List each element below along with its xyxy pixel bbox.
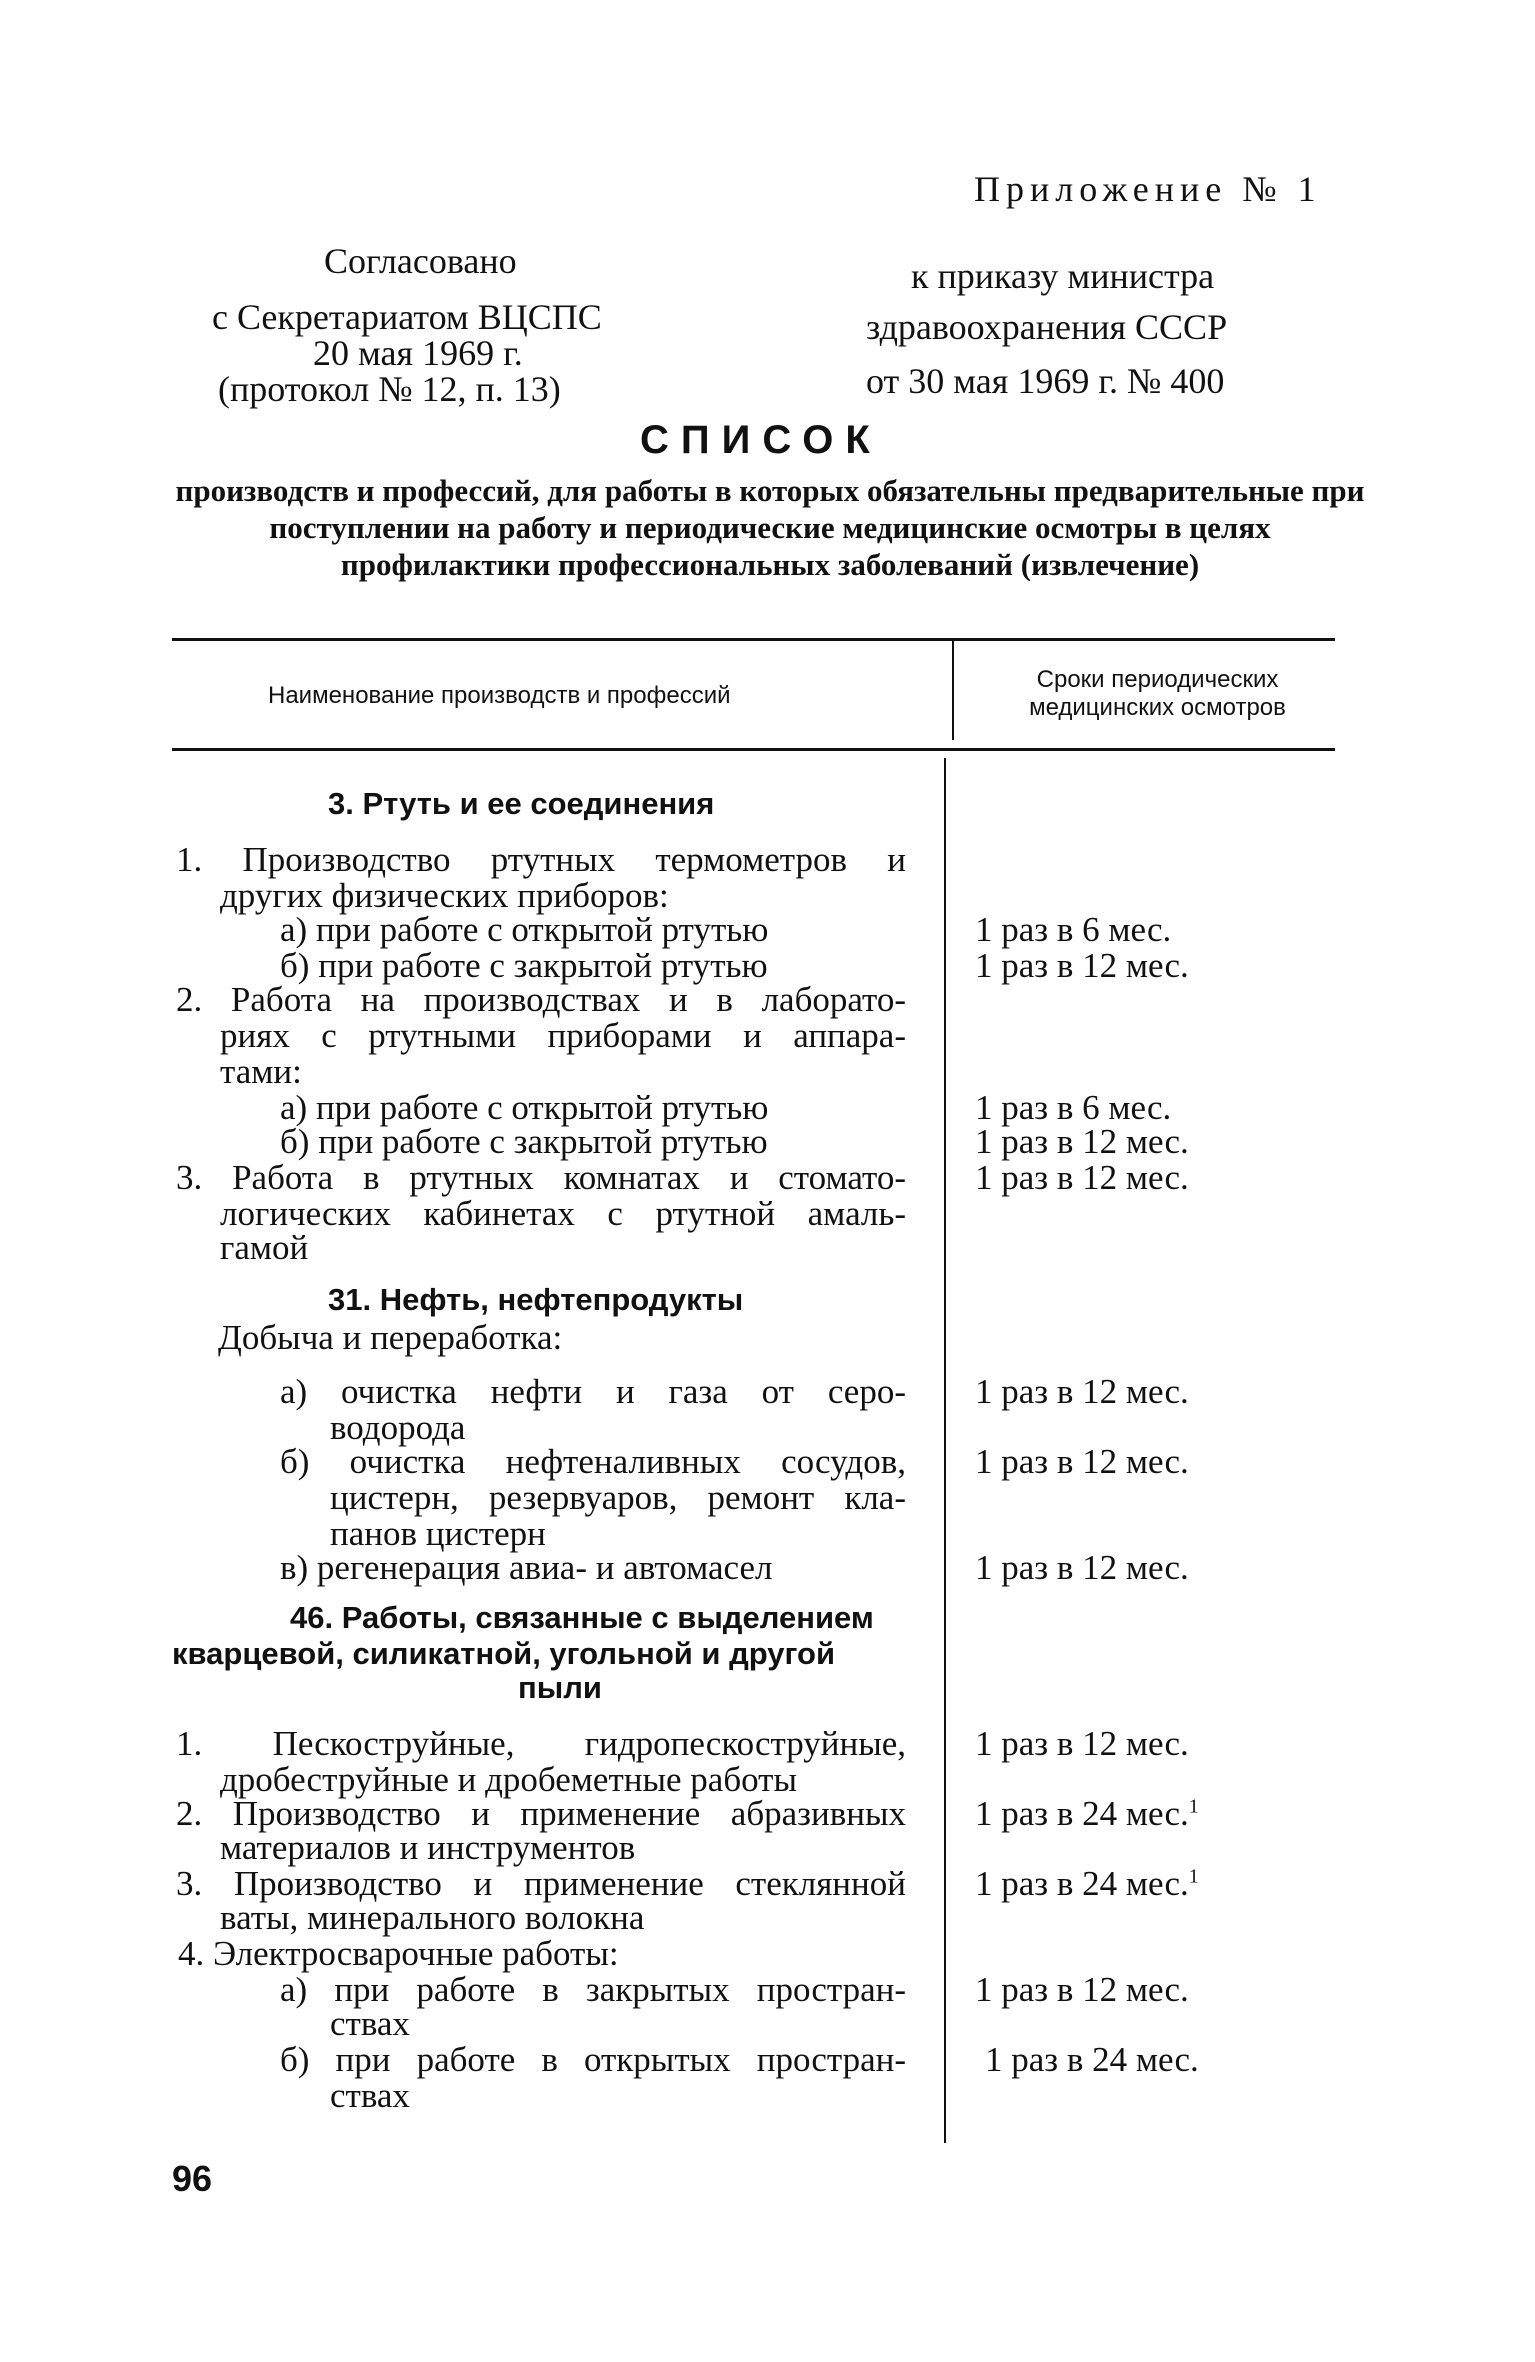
order-line-2: здравоохранения СССР (866, 307, 1228, 347)
list-item: ствах (330, 2004, 410, 2043)
period-value: 1 раз в 6 мес. (975, 1088, 1172, 1127)
section-heading-mercury: 3. Ртуть и ее соединения (328, 786, 715, 821)
list-item: б) при работе с закрытой ртутью (280, 946, 768, 985)
agreed-label: Согласовано (324, 241, 517, 281)
list-item: 1. Пескоструйные, гидропескоструйные, (176, 1724, 906, 1763)
list-item: цистерн, резервуаров, ремонт кла- (330, 1478, 906, 1517)
list-item: б) при работе в открытых простран- (280, 2040, 906, 2079)
section-heading-dust-1: 46. Работы, связанные с выделением (290, 1600, 874, 1635)
list-item: Добыча и переработка: (218, 1318, 563, 1357)
order-line-3: от 30 мая 1969 г. № 400 (866, 361, 1225, 401)
column-header-period-line-2: медицинских осмотров (1029, 694, 1286, 721)
period-value-text: 1 раз в 24 мес. (975, 1794, 1189, 1833)
order-line-1: к приказу министра (911, 256, 1215, 296)
list-item: ваты, минерального волокна (220, 1898, 645, 1937)
period-value: 1 раз в 24 мес. (985, 2040, 1199, 2079)
list-item: 2. Работа на производствах и в лаборато- (176, 980, 906, 1019)
footnote-marker: 1 (1188, 1795, 1199, 1818)
period-value (975, 1864, 1199, 1904)
agreed-protocol: (протокол № 12, п. 13) (218, 369, 561, 409)
list-item: ствах (330, 2076, 410, 2115)
list-item: в) регенерация авиа- и автомасел (280, 1548, 773, 1587)
list-item: б) при работе с закрытой ртутью (280, 1122, 768, 1161)
period-value: 1 раз в 12 мес. (975, 1442, 1189, 1481)
list-item: материалов и инструментов (220, 1828, 636, 1867)
list-item: других физических приборов: (220, 876, 669, 915)
period-value: 1 раз в 12 мес. (975, 1724, 1189, 1763)
list-item: 4. Электросварочные работы: (178, 1934, 619, 1973)
list-item: 1. Производство ртутных термометров и (176, 840, 906, 879)
period-value: 1 раз в 12 мес. (975, 1970, 1189, 2009)
period-value: 1 раз в 12 мес. (975, 946, 1189, 985)
section-heading-oil: 31. Нефть, нефтепродукты (328, 1282, 744, 1317)
table-header-bottom-rule (172, 748, 1335, 751)
list-item: а) при работе в закрытых простран- (280, 1970, 906, 2009)
agreed-with: с Секретариатом ВЦСПС (212, 297, 602, 337)
list-item: 3. Производство и применение стеклянной (176, 1864, 906, 1903)
list-item: риях с ртутными приборами и аппара- (220, 1016, 906, 1055)
list-item: водорода (330, 1408, 466, 1447)
section-heading-dust-3: пыли (518, 1670, 602, 1705)
period-value (975, 1794, 1199, 1834)
appendix-label: Приложение № 1 (974, 169, 1322, 209)
column-header-name: Наименование производств и профессий (268, 682, 731, 709)
list-item: а) при работе с открытой ртутью (280, 910, 769, 949)
list-item: а) при работе с открытой ртутью (280, 1088, 769, 1127)
period-value: 1 раз в 12 мес. (975, 1548, 1189, 1587)
document-title: СПИСОК (640, 418, 882, 462)
footnote-marker: 1 (1188, 1865, 1199, 1888)
list-item: логических кабинетах с ртутной амаль- (220, 1194, 906, 1233)
list-item: б) очистка нефтеналивных сосудов, (280, 1442, 906, 1481)
period-value: 1 раз в 12 мес. (975, 1158, 1189, 1197)
document-subtitle: производств и профессий, для работы в которых обязательны предварительные при поступлении на работу и периодические медицинские осмотры в целях профилактики профессиональных заболеваний (извлечение) (175, 473, 1365, 582)
page-number: 96 (172, 2158, 213, 2199)
column-header-period-line-1: Сроки периодических (1036, 666, 1279, 693)
body-divider (944, 758, 946, 2143)
list-item: гамой (220, 1228, 309, 1267)
column-header-period (985, 666, 1330, 722)
list-item: дробеструйные и дробеметные работы (220, 1760, 797, 1799)
list-item: панов цистерн (330, 1514, 546, 1553)
period-value: 1 раз в 12 мес. (975, 1122, 1189, 1161)
list-item: тами: (220, 1052, 302, 1091)
agreed-date: 20 мая 1969 г. (313, 333, 523, 373)
list-item: 2. Производство и применение абразивных (176, 1794, 906, 1833)
section-heading-dust-2: кварцевой, силикатной, угольной и другой (172, 1636, 836, 1671)
header-divider (952, 640, 954, 740)
table-top-rule (172, 638, 1335, 641)
list-item: 3. Работа в ртутных комнатах и стомато- (176, 1158, 906, 1197)
period-value-text: 1 раз в 24 мес. (975, 1864, 1189, 1903)
period-value: 1 раз в 6 мес. (975, 910, 1172, 949)
list-item: а) очистка нефти и газа от серо- (280, 1372, 906, 1411)
period-value: 1 раз в 12 мес. (975, 1372, 1189, 1411)
